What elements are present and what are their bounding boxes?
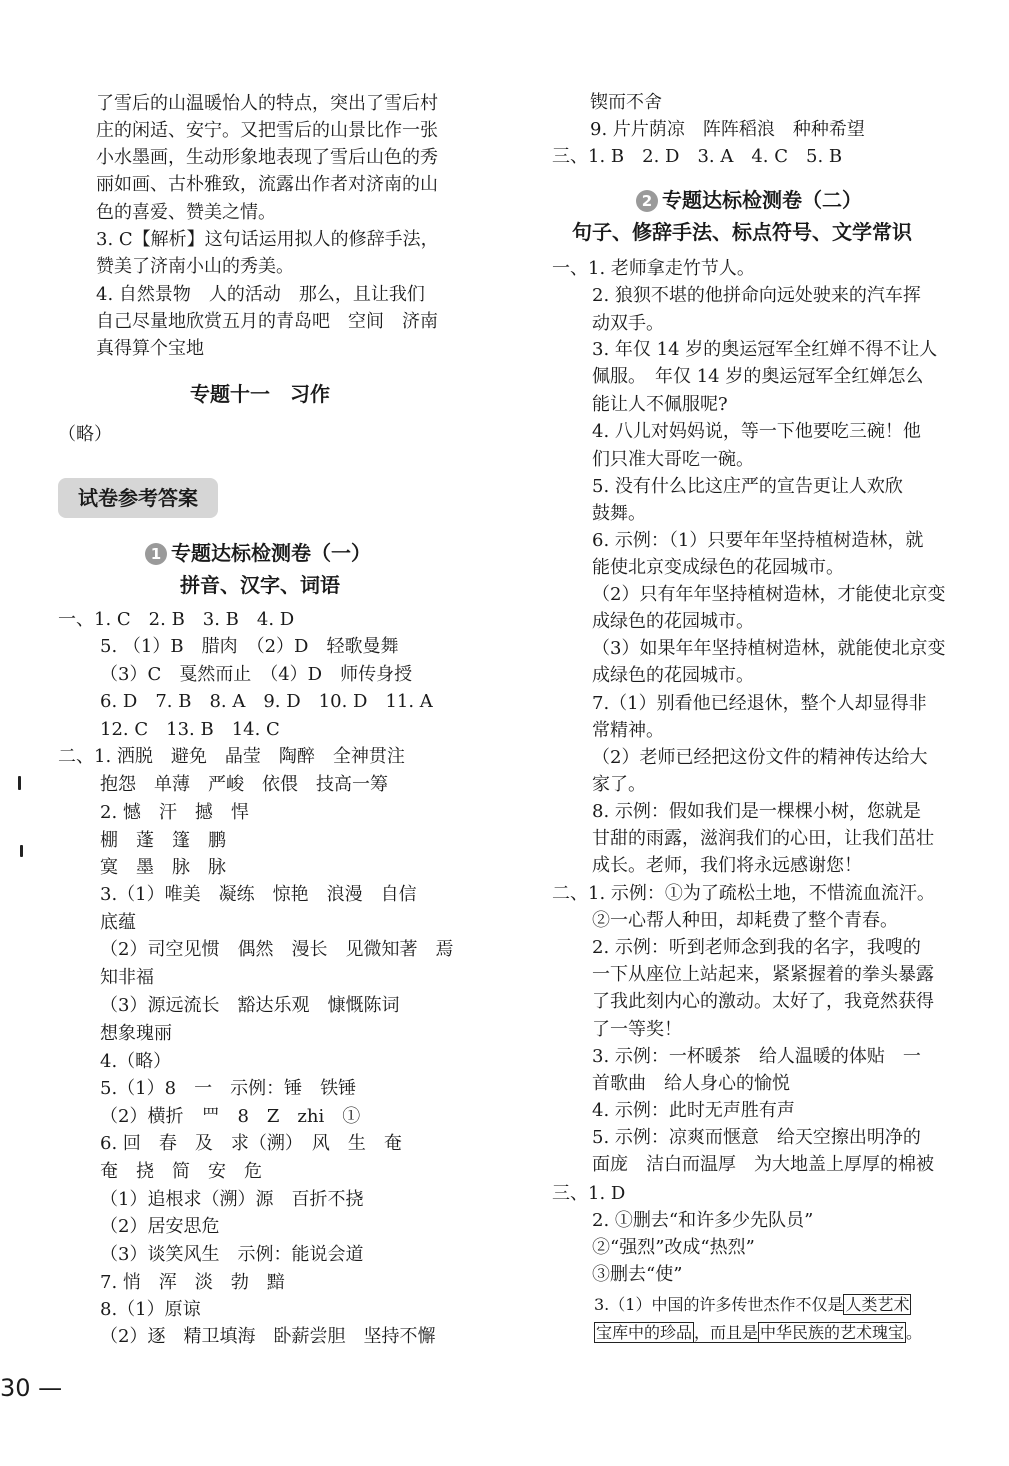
boxed-phrase: 人类艺术 bbox=[845, 1295, 910, 1314]
answer-line: 三、1. D bbox=[552, 1183, 626, 1204]
answer-line: 们只准大哥吃一碗。 bbox=[592, 449, 754, 470]
test-number-badge: 2 bbox=[636, 190, 658, 212]
test2-subtitle: 句子、修辞手法、标点符号、文学常识 bbox=[572, 220, 912, 244]
answer-line: ③删去“使” bbox=[592, 1264, 683, 1285]
answer-line: 5.（1）8 一 示例：锤 铁锤 bbox=[100, 1078, 357, 1099]
answer-line: 2. 示例：听到老师念到我的名字，我嗖的 bbox=[592, 937, 921, 958]
text-line: 3. C【解析】这句话运用拟人的修辞手法， bbox=[96, 229, 439, 250]
answer-line: 甘甜的雨露，滋润我们的心田，让我们茁壮 bbox=[592, 828, 934, 849]
answer-line: 4. 八儿对妈妈说，等一下他要吃三碗！他 bbox=[592, 421, 921, 442]
test2-title-text: 专题达标检测卷（二） bbox=[662, 188, 862, 212]
underlined-phrase: ，而且是 bbox=[694, 1323, 759, 1342]
answer-line: 知非福 bbox=[100, 967, 154, 988]
answer-line: （2）逐 精卫填海 卧薪尝胆 坚持不懈 bbox=[100, 1326, 436, 1347]
answer-line: 家了。 bbox=[592, 774, 646, 795]
answer-line: 3.（1）唯美 凝练 惊艳 浪漫 自信 bbox=[100, 884, 417, 905]
text-line: 庄的闲适、安宁。又把雪后的山景比作一张 bbox=[96, 120, 438, 141]
answer-line: ②“强烈”改成“热烈” bbox=[592, 1237, 755, 1258]
answer-line: ②一心帮人种田，却耗费了整个青春。 bbox=[592, 910, 898, 931]
answer-line: （2）司空见惯 偶然 漫长 见微知著 焉 bbox=[100, 939, 454, 960]
answer-line: 动双手。 bbox=[592, 313, 664, 334]
marked-answer-line-1 bbox=[594, 1294, 911, 1316]
answer-line: 寞 墨 脉 脉 bbox=[100, 857, 226, 878]
answer-line: 3. 示例：一杯暖茶 给人温暖的体贴 一 bbox=[592, 1046, 921, 1067]
answer-line: 一、1. C 2. B 3. B 4. D bbox=[58, 609, 295, 630]
answer-line: 一下从座位上站起来，紧紧握着的拳头暴露 bbox=[592, 964, 934, 985]
boxed-phrase: 宝库中的珍品 bbox=[596, 1323, 693, 1342]
marked-prefix: 3.（1）中国的许多传世杰作不仅是 bbox=[594, 1295, 844, 1314]
end-punctuation: 。 bbox=[906, 1323, 923, 1342]
answer-line: 二、1. 示例：①为了疏松土地，不惜流血流汗。 bbox=[552, 883, 935, 904]
answer-line: 首歌曲 给人身心的愉悦 bbox=[592, 1073, 790, 1094]
answer-line: 5. 示例：凉爽而惬意 给天空擦出明净的 bbox=[592, 1127, 921, 1148]
answers-banner: 试卷参考答案 bbox=[58, 478, 218, 518]
page-number: 30 — bbox=[0, 1374, 63, 1402]
answer-line: 4. 示例：此时无声胜有声 bbox=[592, 1100, 795, 1121]
answer-line: 了一等奖！ bbox=[592, 1019, 682, 1040]
answer-line: 8.（1）原谅 bbox=[100, 1299, 201, 1320]
answer-line: （3）谈笑风生 示例：能说会道 bbox=[100, 1244, 364, 1265]
answer-line: （1）追根求（溯）源 百折不挠 bbox=[100, 1189, 364, 1210]
answer-line: 奄 挠 简 安 危 bbox=[100, 1161, 262, 1182]
test2-title bbox=[636, 184, 862, 213]
answer-line: 8. 示例：假如我们是一棵棵小树，您就是 bbox=[592, 801, 921, 822]
answer-line: 想象瑰丽 bbox=[100, 1023, 172, 1044]
answer-line: 底蕴 bbox=[100, 912, 136, 933]
text-line: 了雪后的山温暖怡人的特点，突出了雪后村 bbox=[96, 93, 438, 114]
answer-line: 4.（略） bbox=[100, 1051, 172, 1072]
answer-line: 成长。老师，我们将永远感谢您！ bbox=[592, 855, 862, 876]
answer-line: 7. 悄 浑 淡 勃 黯 bbox=[100, 1272, 285, 1293]
text-line: 真得算个宝地 bbox=[96, 338, 204, 359]
section-title: 专题十一 习作 bbox=[190, 382, 330, 406]
marked-answer-line-2 bbox=[594, 1322, 922, 1344]
answer-line: 能让人不佩服呢? bbox=[592, 394, 728, 415]
answer-line: 2. 憾 汗 撼 悍 bbox=[100, 802, 249, 823]
answer-line: 2. 狼狈不堪的他拼命向远处驶来的汽车挥 bbox=[592, 285, 921, 306]
answer-line: （2）横折 罒 8 Z zhi ① bbox=[100, 1106, 361, 1127]
answer-line: 棚 蓬 篷 鹏 bbox=[100, 830, 226, 851]
answer-line: 成绿色的花园城市。 bbox=[592, 611, 754, 632]
boxed-phrase: 中华民族的艺术瑰宝 bbox=[760, 1323, 905, 1342]
text-line: 9. 片片荫凉 阵阵稻浪 种种希望 bbox=[590, 119, 865, 140]
answer-line: 7.（1）别看他已经退休，整个人却显得非 bbox=[592, 693, 927, 714]
margin-mark bbox=[20, 845, 23, 857]
text-line: 色的喜爱、赞美之情。 bbox=[96, 202, 276, 223]
answer-line: 能使北京变成绿色的花园城市。 bbox=[592, 557, 844, 578]
margin-mark bbox=[18, 776, 21, 790]
answer-line: 成绿色的花园城市。 bbox=[592, 665, 754, 686]
answer-line: （3）源远流长 豁达乐观 慷慨陈词 bbox=[100, 995, 400, 1016]
answer-line: 6. D 7. B 8. A 9. D 10. D 11. A bbox=[100, 691, 433, 712]
text-line: 锲而不舍 bbox=[590, 92, 662, 113]
text-line: 赞美了济南小山的秀美。 bbox=[96, 256, 294, 277]
answer-line: （3）如果年年坚持植树造林，就能使北京变 bbox=[592, 638, 946, 659]
text-line: 三、1. B 2. D 3. A 4. C 5. B bbox=[552, 146, 843, 167]
text-line: 小水墨画，生动形象地表现了雪后山色的秀 bbox=[96, 147, 438, 168]
test1-title-text: 专题达标检测卷（一） bbox=[171, 541, 371, 565]
answer-line: （2）居安思危 bbox=[100, 1216, 220, 1237]
answer-line: 12. C 13. B 14. C bbox=[100, 719, 280, 740]
answer-line: 鼓舞。 bbox=[592, 503, 646, 524]
answer-line: 2. ①删去“和许多少先队员” bbox=[592, 1210, 814, 1231]
section-note: （略） bbox=[58, 424, 112, 445]
answer-line: 佩服。 年仅 14 岁的奥运冠军全红婵怎么 bbox=[592, 366, 924, 387]
answer-line: 一、1. 老师拿走竹节人。 bbox=[552, 258, 755, 279]
answer-line: 抱怨 单薄 严峻 依偎 技高一筹 bbox=[100, 774, 388, 795]
answer-line: 了我此刻内心的激动。太好了，我竟然获得 bbox=[592, 991, 934, 1012]
answer-line: 6. 回 春 及 求（溯） 风 生 奄 bbox=[100, 1133, 402, 1154]
text-line: 自己尽量地欣赏五月的青岛吧 空间 济南 bbox=[96, 311, 438, 332]
test1-title bbox=[145, 537, 371, 566]
answer-line: 常精神。 bbox=[592, 720, 664, 741]
test1-subtitle: 拼音、汉字、词语 bbox=[180, 573, 340, 597]
answer-line: 5. 没有什么比这庄严的宣告更让人欢欣 bbox=[592, 476, 903, 497]
answer-line: （3）C 戛然而止 （4）D 师传身授 bbox=[100, 664, 413, 685]
answer-line: 5. （1）B 腊肉 （2）D 轻歌曼舞 bbox=[100, 636, 399, 657]
text-line: 丽如画、古朴雅致，流露出作者对济南的山 bbox=[96, 174, 438, 195]
answer-line: （2）只有年年坚持植树造林，才能使北京变 bbox=[592, 584, 946, 605]
test-number-badge: 1 bbox=[145, 543, 167, 565]
answer-line: 3. 年仅 14 岁的奥运冠军全红婵不得不让人 bbox=[592, 339, 938, 360]
answer-line: 6. 示例：（1）只要年年坚持植树造林，就 bbox=[592, 530, 924, 551]
answer-line: （2）老师已经把这份文件的精神传达给大 bbox=[592, 747, 928, 768]
answer-line: 二、1. 洒脱 避免 晶莹 陶醉 全神贯注 bbox=[58, 746, 405, 767]
answer-line: 面庞 洁白而温厚 为大地盖上厚厚的棉被 bbox=[592, 1154, 934, 1175]
text-line: 4. 自然景物 人的活动 那么，且让我们 bbox=[96, 284, 425, 305]
